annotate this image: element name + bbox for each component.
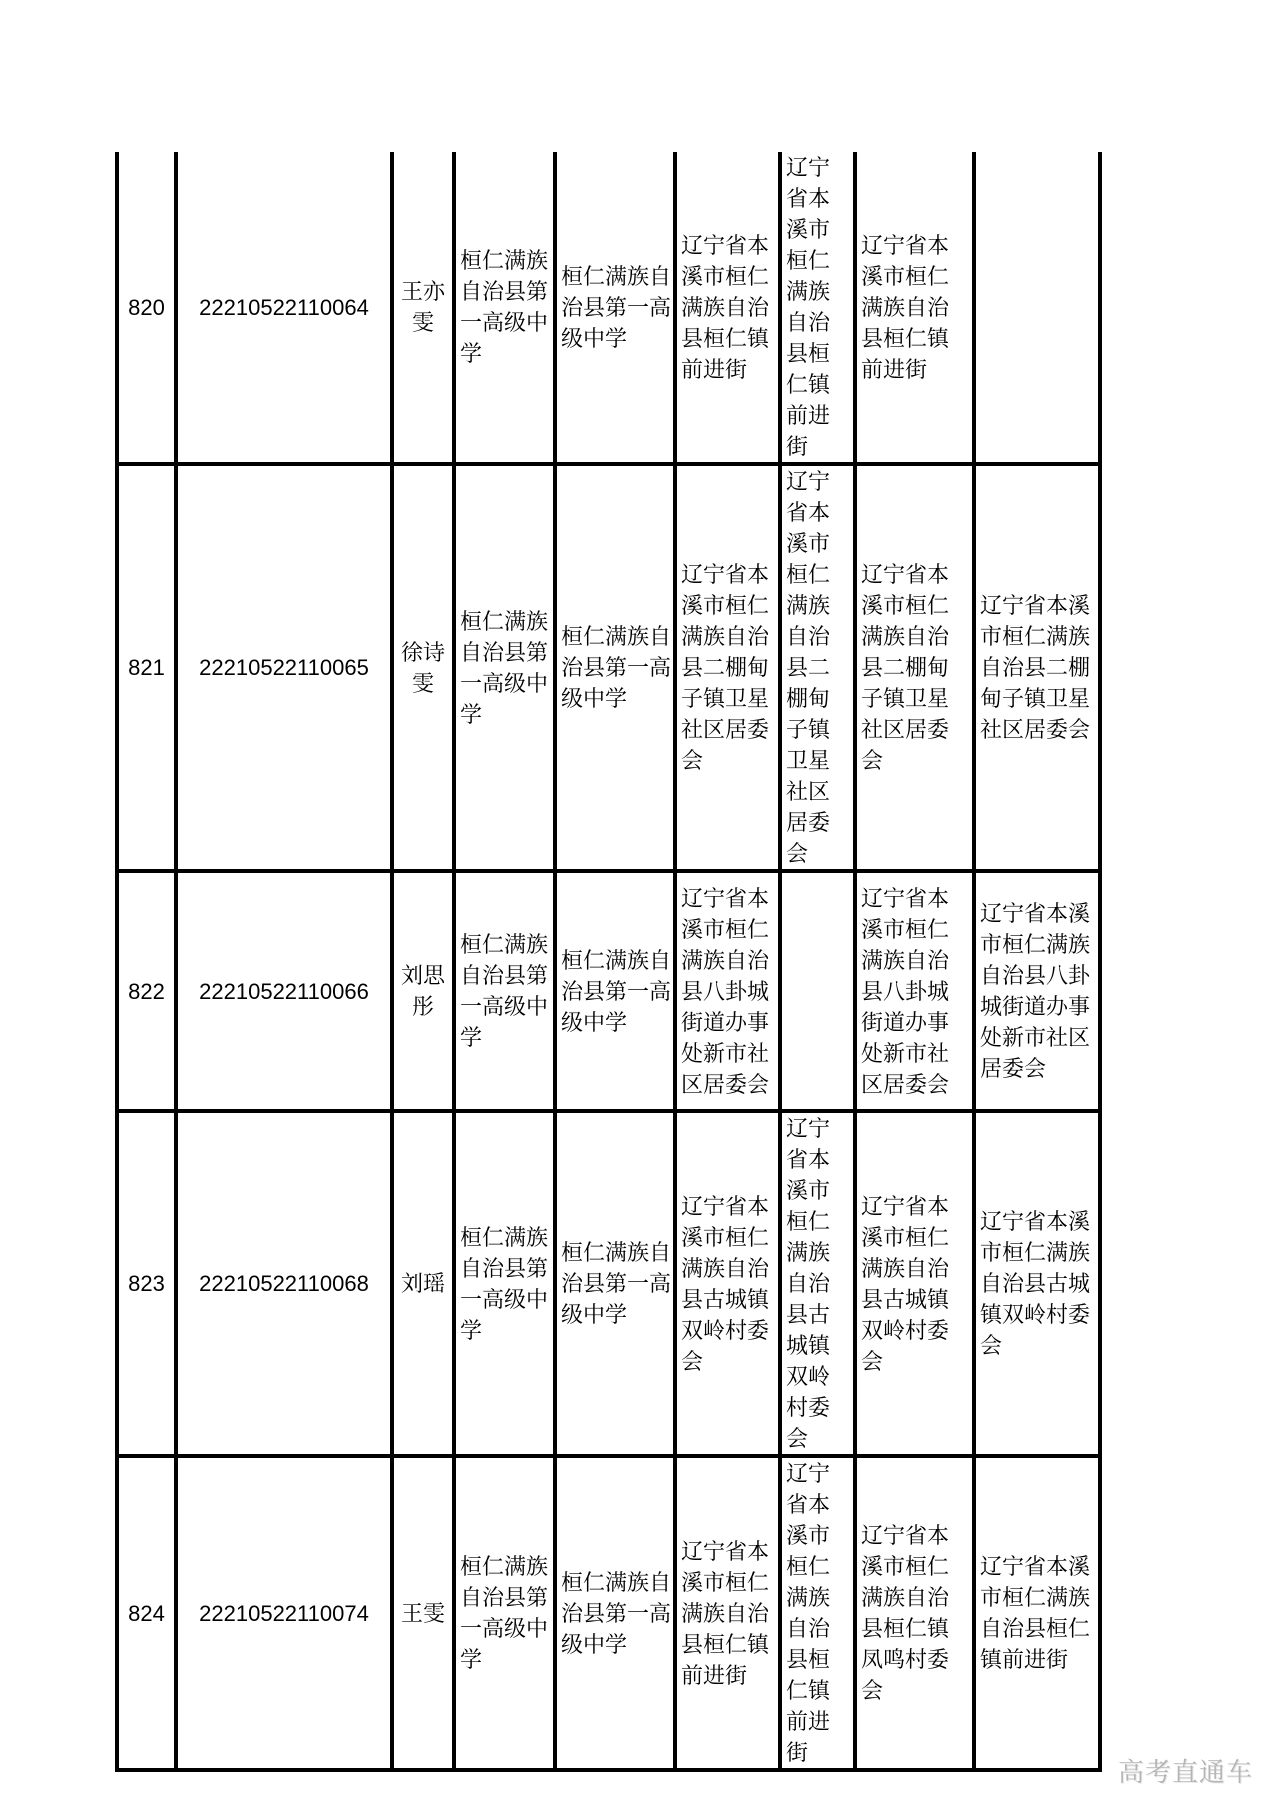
table-row [117, 871, 1100, 1111]
cell-serial_number: 820 [117, 152, 176, 464]
table-row [117, 152, 1100, 464]
cell-school: 桓仁满族自治县第一高级中学 [454, 1456, 555, 1770]
cell-school: 桓仁满族自治县第一高级中学 [454, 871, 555, 1111]
cell-candidate_number: 22210522110064 [176, 152, 392, 464]
cell-address_1: 辽宁省本溪市桓仁满族自治县二棚甸子镇卫星社区居委会 [675, 464, 780, 871]
cell-address_3: 辽宁省本溪市桓仁满族自治县桓仁镇凤鸣村委会 [855, 1456, 974, 1770]
cell-school_repeat: 桓仁满族自治县第一高级中学 [555, 1111, 675, 1456]
cell-address_2: 辽宁省本溪市桓仁满族自治县二棚甸子镇卫星社区居委会 [780, 464, 855, 871]
cell-address_2: 辽宁省本溪市桓仁满族自治县古城镇双岭村委会 [780, 1111, 855, 1456]
cell-school: 桓仁满族自治县第一高级中学 [454, 1111, 555, 1456]
cell-address_1: 辽宁省本溪市桓仁满族自治县桓仁镇前进街 [675, 152, 780, 464]
cell-serial_number: 821 [117, 464, 176, 871]
cell-school_repeat: 桓仁满族自治县第一高级中学 [555, 871, 675, 1111]
cell-address_1: 辽宁省本溪市桓仁满族自治县八卦城街道办事处新市社区居委会 [675, 871, 780, 1111]
cell-school_repeat: 桓仁满族自治县第一高级中学 [555, 1456, 675, 1770]
roster-table [115, 152, 1102, 1772]
cell-serial_number: 824 [117, 1456, 176, 1770]
watermark-text: 高考直通车 [1117, 1757, 1253, 1787]
cell-address_3: 辽宁省本溪市桓仁满族自治县八卦城街道办事处新市社区居委会 [855, 871, 974, 1111]
cell-candidate_number: 22210522110074 [176, 1456, 392, 1770]
student-roster-table [115, 152, 1098, 1772]
roster-table-body [117, 152, 1100, 1770]
cell-address_2 [780, 871, 855, 1111]
cell-address_4 [974, 152, 1100, 464]
cell-address_3: 辽宁省本溪市桓仁满族自治县古城镇双岭村委会 [855, 1111, 974, 1456]
table-row [117, 1456, 1100, 1770]
cell-school_repeat: 桓仁满族自治县第一高级中学 [555, 152, 675, 464]
cell-address_4: 辽宁省本溪市桓仁满族自治县八卦城街道办事处新市社区居委会 [974, 871, 1100, 1111]
cell-serial_number: 823 [117, 1111, 176, 1456]
cell-name: 刘思彤 [392, 871, 454, 1111]
cell-address_3: 辽宁省本溪市桓仁满族自治县桓仁镇前进街 [855, 152, 974, 464]
cell-address_2: 辽宁省本溪市桓仁满族自治县桓仁镇前进街 [780, 152, 855, 464]
cell-name: 徐诗雯 [392, 464, 454, 871]
cell-address_1: 辽宁省本溪市桓仁满族自治县古城镇双岭村委会 [675, 1111, 780, 1456]
cell-school: 桓仁满族自治县第一高级中学 [454, 152, 555, 464]
cell-candidate_number: 22210522110065 [176, 464, 392, 871]
cell-address_2: 辽宁省本溪市桓仁满族自治县桓仁镇前进街 [780, 1456, 855, 1770]
cell-address_3: 辽宁省本溪市桓仁满族自治县二棚甸子镇卫星社区居委会 [855, 464, 974, 871]
cell-candidate_number: 22210522110066 [176, 871, 392, 1111]
cell-name: 刘瑶 [392, 1111, 454, 1456]
table-row [117, 1111, 1100, 1456]
cell-address_4: 辽宁省本溪市桓仁满族自治县桓仁镇前进街 [974, 1456, 1100, 1770]
cell-candidate_number: 22210522110068 [176, 1111, 392, 1456]
cell-serial_number: 822 [117, 871, 176, 1111]
cell-name: 王亦雯 [392, 152, 454, 464]
cell-school_repeat: 桓仁满族自治县第一高级中学 [555, 464, 675, 871]
cell-name: 王雯 [392, 1456, 454, 1770]
cell-address_4: 辽宁省本溪市桓仁满族自治县古城镇双岭村委会 [974, 1111, 1100, 1456]
cell-school: 桓仁满族自治县第一高级中学 [454, 464, 555, 871]
cell-address_4: 辽宁省本溪市桓仁满族自治县二棚甸子镇卫星社区居委会 [974, 464, 1100, 871]
cell-address_1: 辽宁省本溪市桓仁满族自治县桓仁镇前进街 [675, 1456, 780, 1770]
table-row [117, 464, 1100, 871]
